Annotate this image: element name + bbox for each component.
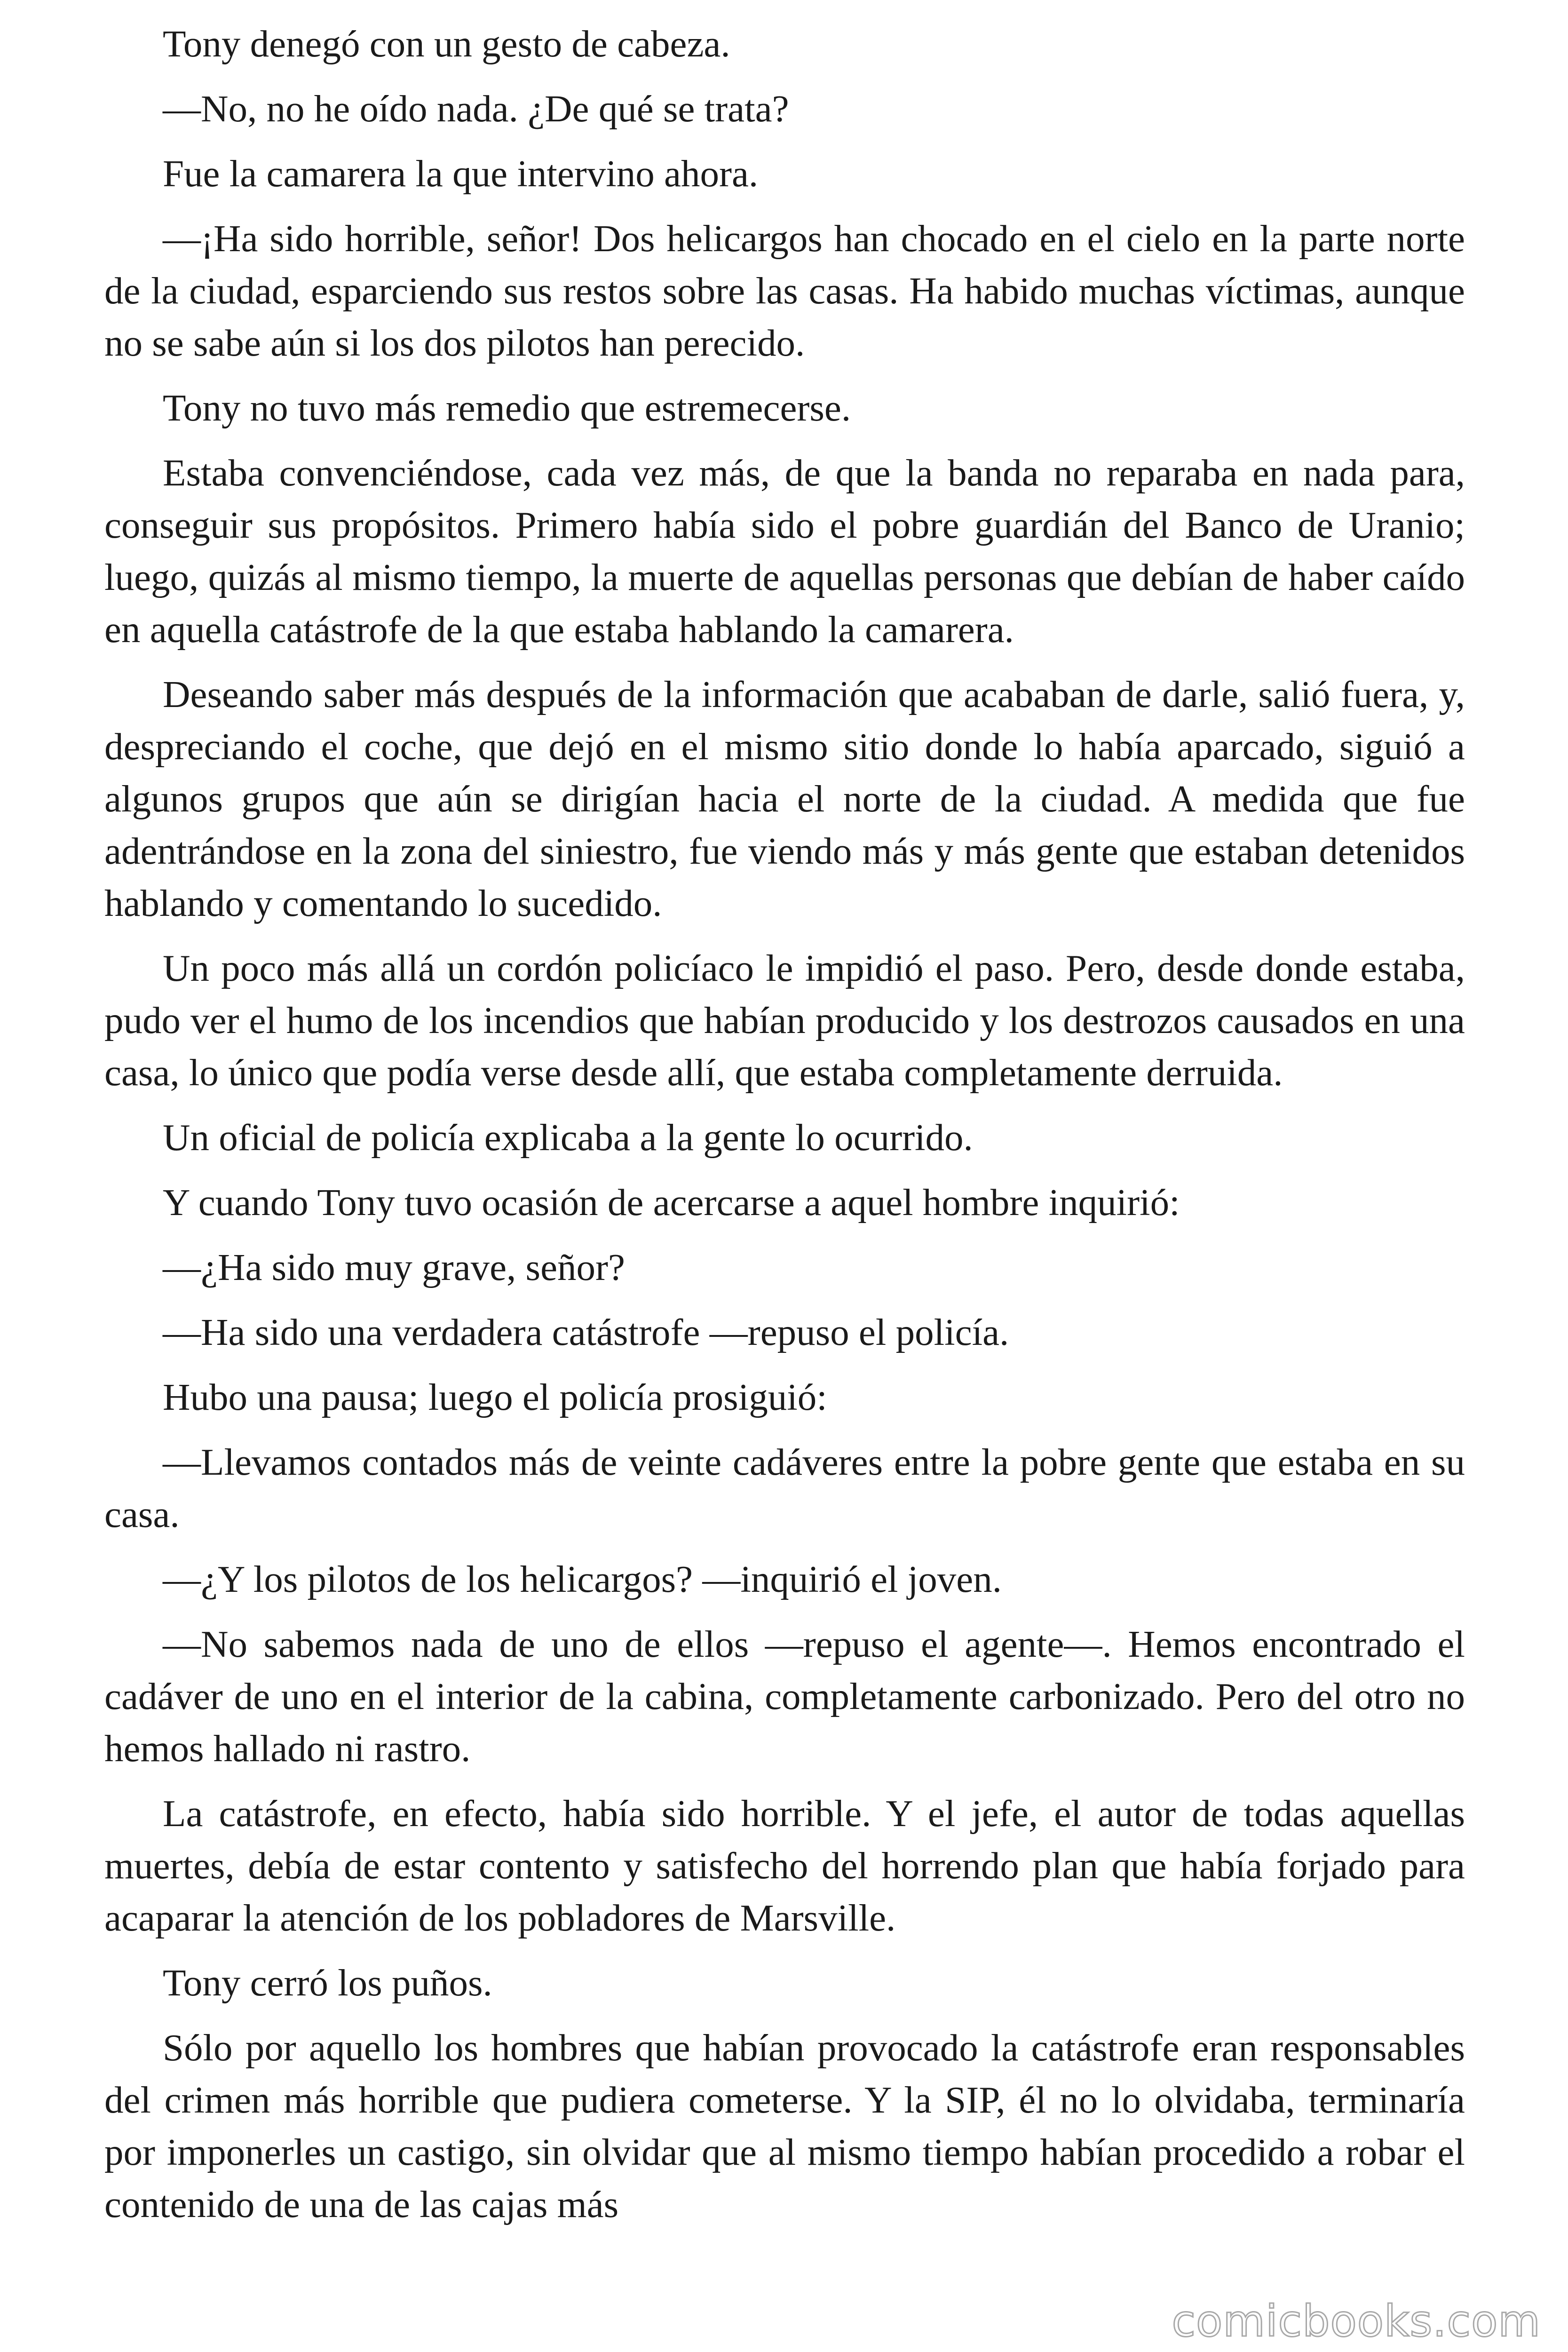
paragraph: Fue la camarera la que intervino ahora.	[163, 152, 759, 195]
paragraph: —¡Ha sido horrible, señor! Dos helicargos han chocado en el cielo en la parte norte de la ciudad, esparciendo sus restos sobre las casas. Ha habido muchas víctimas, aunque no se sabe aún si los dos pilotos han perecido.	[104, 217, 1465, 364]
paragraph: —Ha sido una verdadera catástrofe —repuso el policía.	[163, 1311, 1009, 1353]
paragraph: —No sabemos nada de uno de ellos —repuso el agente—. Hemos encontrado el cadáver de uno en el interior de la cabina, completamente carbonizado. Pero del otro no hemos hallado ni rastro.	[104, 1623, 1465, 1770]
paragraph: Y cuando Tony tuvo ocasión de acercarse a aquel hombre inquirió:	[163, 1181, 1180, 1224]
paragraph: —No, no he oído nada. ¿De qué se trata?	[163, 87, 789, 130]
paragraph: —¿Y los pilotos de los helicargos? —inquirió el joven.	[163, 1558, 1002, 1600]
watermark: comicbooks.com	[1172, 2296, 1541, 2346]
paragraph: Tony denegó con un gesto de cabeza.	[163, 23, 730, 65]
paragraph: Hubo una pausa; luego el policía prosiguió:	[163, 1376, 827, 1418]
book-page	[104, 18, 1465, 2332]
paragraph: Un poco más allá un cordón policíaco le impidió el paso. Pero, desde donde estaba, pudo ver el humo de los incendios que habían producido y los destrozos causados en una casa, lo único que podía verse desde allí, que estaba completamente derruida.	[104, 947, 1465, 1094]
paragraph: —Llevamos contados más de veinte cadáveres entre la pobre gente que estaba en su casa.	[104, 1441, 1465, 1535]
paragraph: Tony cerró los puños.	[163, 1962, 492, 2004]
paragraph: La catástrofe, en efecto, había sido horrible. Y el jefe, el autor de todas aquellas muertes, debía de estar contento y satisfecho del horrendo plan que había forjado para acaparar la atención de los pobladores de Marsville.	[104, 1792, 1465, 1939]
paragraph: Un oficial de policía explicaba a la gente lo ocurrido.	[163, 1116, 973, 1159]
paragraph: Tony no tuvo más remedio que estremecerse.	[163, 387, 851, 429]
paragraph: Sólo por aquello los hombres que habían provocado la catástrofe eran responsables del crimen más horrible que pudiera cometerse. Y la SIP, él no lo olvidaba, terminaría por imponerles un castigo, sin olvidar que al mismo tiempo habían procedido a robar el contenido de una de las cajas más	[104, 2026, 1465, 2225]
paragraph: Estaba convenciéndose, cada vez más, de que la banda no reparaba en nada para, conseguir sus propósitos. Primero había sido el pobre guardián del Banco de Uranio; luego, quizás al mismo tiempo, la muerte de aquellas personas que debían de haber caído en aquella catástrofe de la que estaba hablando la camarera.	[104, 452, 1465, 651]
paragraph: Deseando saber más después de la información que acababan de darle, salió fuera, y, despreciando el coche, que dejó en el mismo sitio donde lo había aparcado, siguió a algunos grupos que aún se dirigían hacia el norte de la ciudad. A medida que fue adentrándose en la zona del siniestro, fue viendo más y más gente que estaban detenidos hablando y comentando lo sucedido.	[104, 673, 1465, 924]
paragraph: —¿Ha sido muy grave, señor?	[163, 1246, 625, 1288]
